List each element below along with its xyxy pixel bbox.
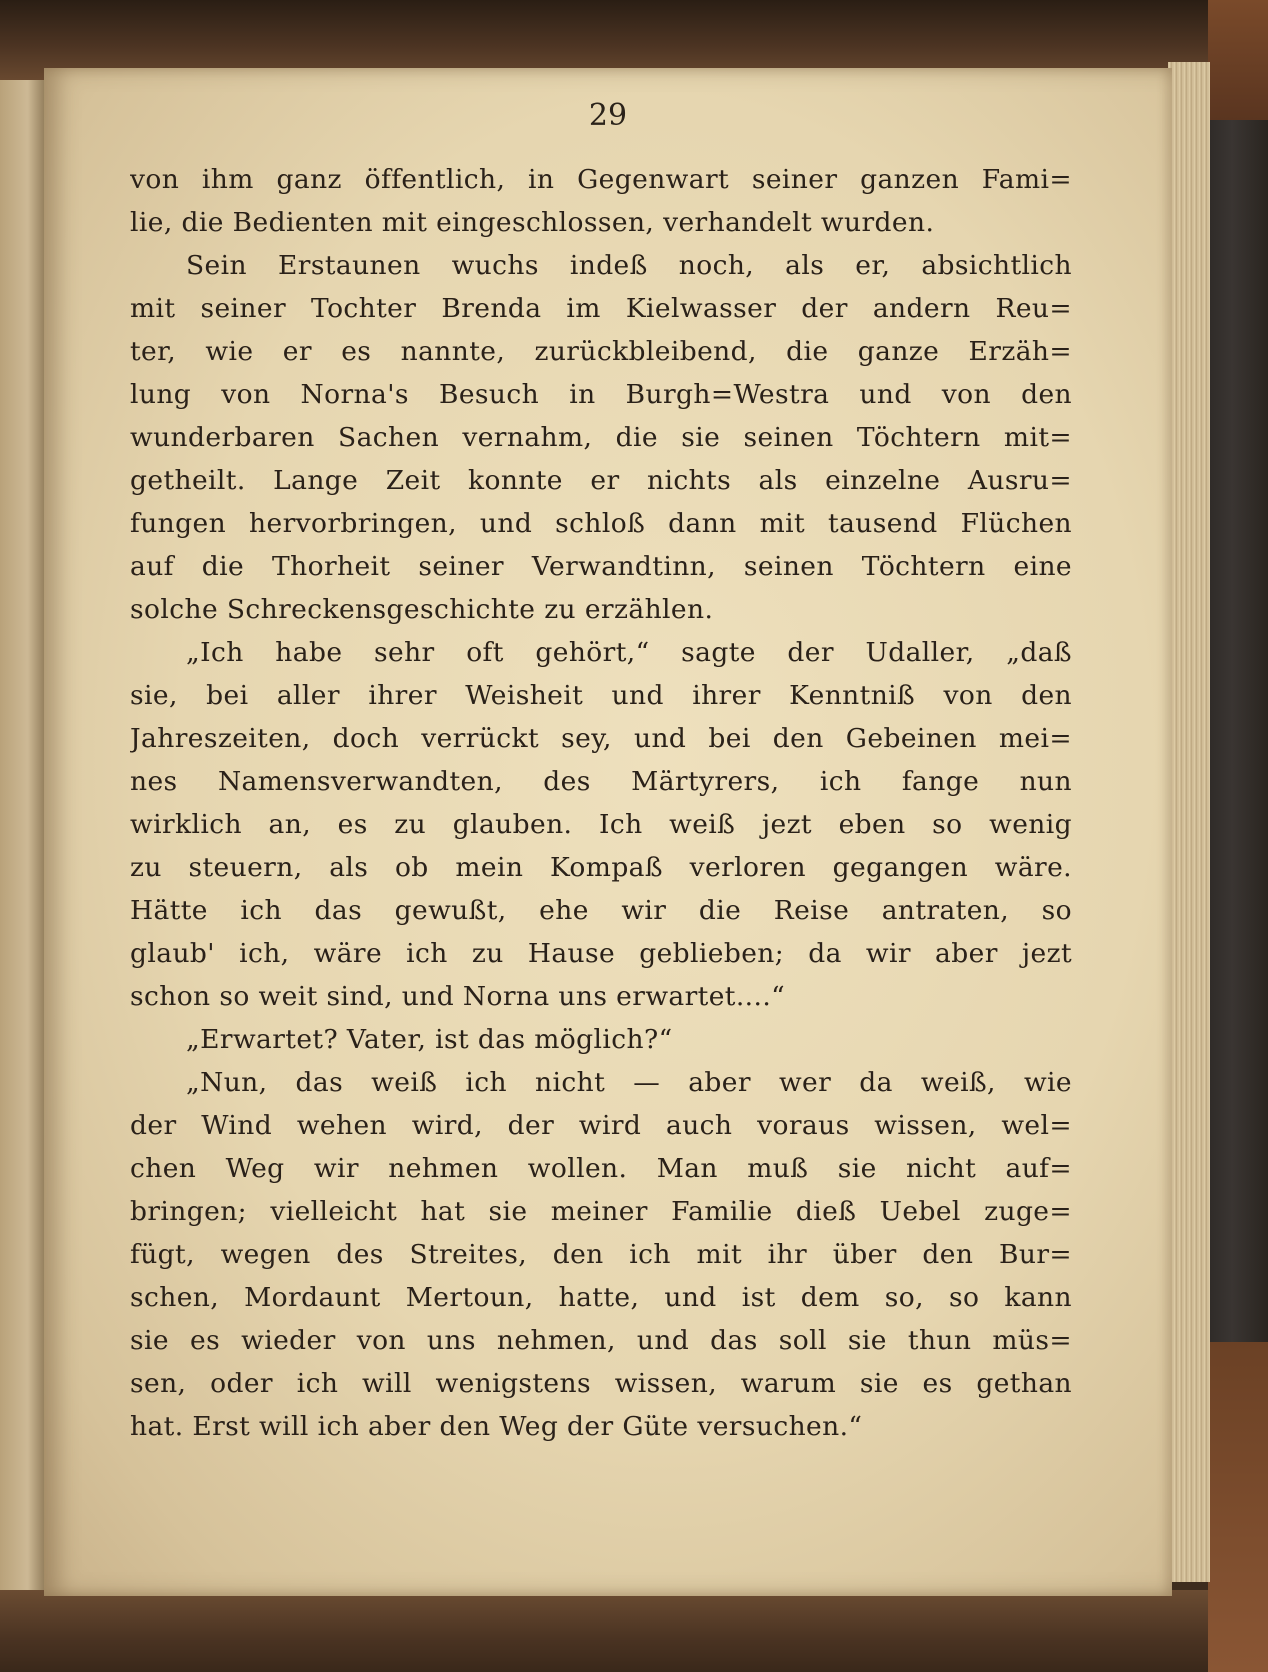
text-line: wirklich an, es zu glauben. Ich weiß jezt eben so wenig: [130, 809, 1072, 840]
book-cover-right: [1208, 0, 1268, 1672]
text-line: zu steuern, als ob mein Kompaß verloren gegangen wäre.: [130, 852, 1072, 883]
page-stack-edges: [1168, 62, 1210, 1582]
text-line: auf die Thorheit seiner Verwandtinn, seinen Töchtern eine: [130, 551, 1072, 582]
text-line: Sein Erstaunen wuchs indeß noch, als er, absichtlich: [186, 250, 1072, 281]
text-line: „Erwartet? Vater, ist das möglich?“: [186, 1024, 673, 1055]
text-line: sen, oder ich will wenigstens wissen, warum sie es gethan: [130, 1368, 1072, 1399]
text-line: chen Weg wir nehmen wollen. Man muß sie nicht auf=: [130, 1153, 1072, 1184]
text-line: fungen hervorbringen, und schloß dann mit tausend Flüchen: [130, 508, 1072, 539]
text-line: bringen; vielleicht hat sie meiner Familie dieß Uebel zuge=: [130, 1196, 1072, 1227]
book-cover-bottom: [0, 1590, 1268, 1672]
text-line: mit seiner Tochter Brenda im Kielwasser der andern Reu=: [130, 293, 1072, 324]
text-line: Hätte ich das gewußt, ehe wir die Reise antraten, so: [130, 895, 1072, 926]
text-line: sie es wieder von uns nehmen, und das soll sie thun müs=: [130, 1325, 1072, 1356]
text-line: fügt, wegen des Streites, den ich mit ihr über den Bur=: [130, 1239, 1072, 1270]
book-page: [44, 68, 1172, 1596]
text-line: wunderbaren Sachen vernahm, die sie seinen Töchtern mit=: [130, 422, 1072, 453]
body-text: [130, 158, 1072, 1448]
text-line: von ihm ganz öffentlich, in Gegenwart seiner ganzen Fami=: [130, 164, 1072, 195]
text-line: nes Namensverwandten, des Märtyrers, ich fange nun: [130, 766, 1072, 797]
text-line: hat. Erst will ich aber den Weg der Güte versuchen.“: [130, 1411, 863, 1442]
text-line: solche Schreckensgeschichte zu erzählen.: [130, 594, 714, 625]
leather-corner-top: [1208, 0, 1268, 120]
page-number: 29: [588, 98, 628, 133]
text-line: der Wind wehen wird, der wird auch voraus wissen, wel=: [130, 1110, 1072, 1141]
text-line: schon so weit sind, und Norna uns erwartet....“: [130, 981, 786, 1012]
text-line: Jahreszeiten, doch verrückt sey, und bei den Gebeinen mei=: [130, 723, 1072, 754]
text-line: lie, die Bedienten mit eingeschlossen, verhandelt wurden.: [130, 207, 935, 238]
leather-corner-bottom: [1208, 1342, 1268, 1672]
text-line: schen, Mordaunt Mertoun, hatte, und ist dem so, so kann: [130, 1282, 1072, 1313]
text-line: „Ich habe sehr oft gehört,“ sagte der Udaller, „daß: [186, 637, 1072, 668]
facing-page-edge: [0, 80, 46, 1590]
text-line: getheilt. Lange Zeit konnte er nichts als einzelne Ausru=: [130, 465, 1072, 496]
text-line: ter, wie er es nannte, zurückbleibend, die ganze Erzäh=: [130, 336, 1072, 367]
text-line: sie, bei aller ihrer Weisheit und ihrer Kenntniß von den: [130, 680, 1072, 711]
text-line: glaub' ich, wäre ich zu Hause geblieben; da wir aber jezt: [130, 938, 1072, 969]
text-line: lung von Norna's Besuch in Burgh=Westra und von den: [130, 379, 1072, 410]
text-line: „Nun, das weiß ich nicht — aber wer da weiß, wie: [186, 1067, 1072, 1098]
